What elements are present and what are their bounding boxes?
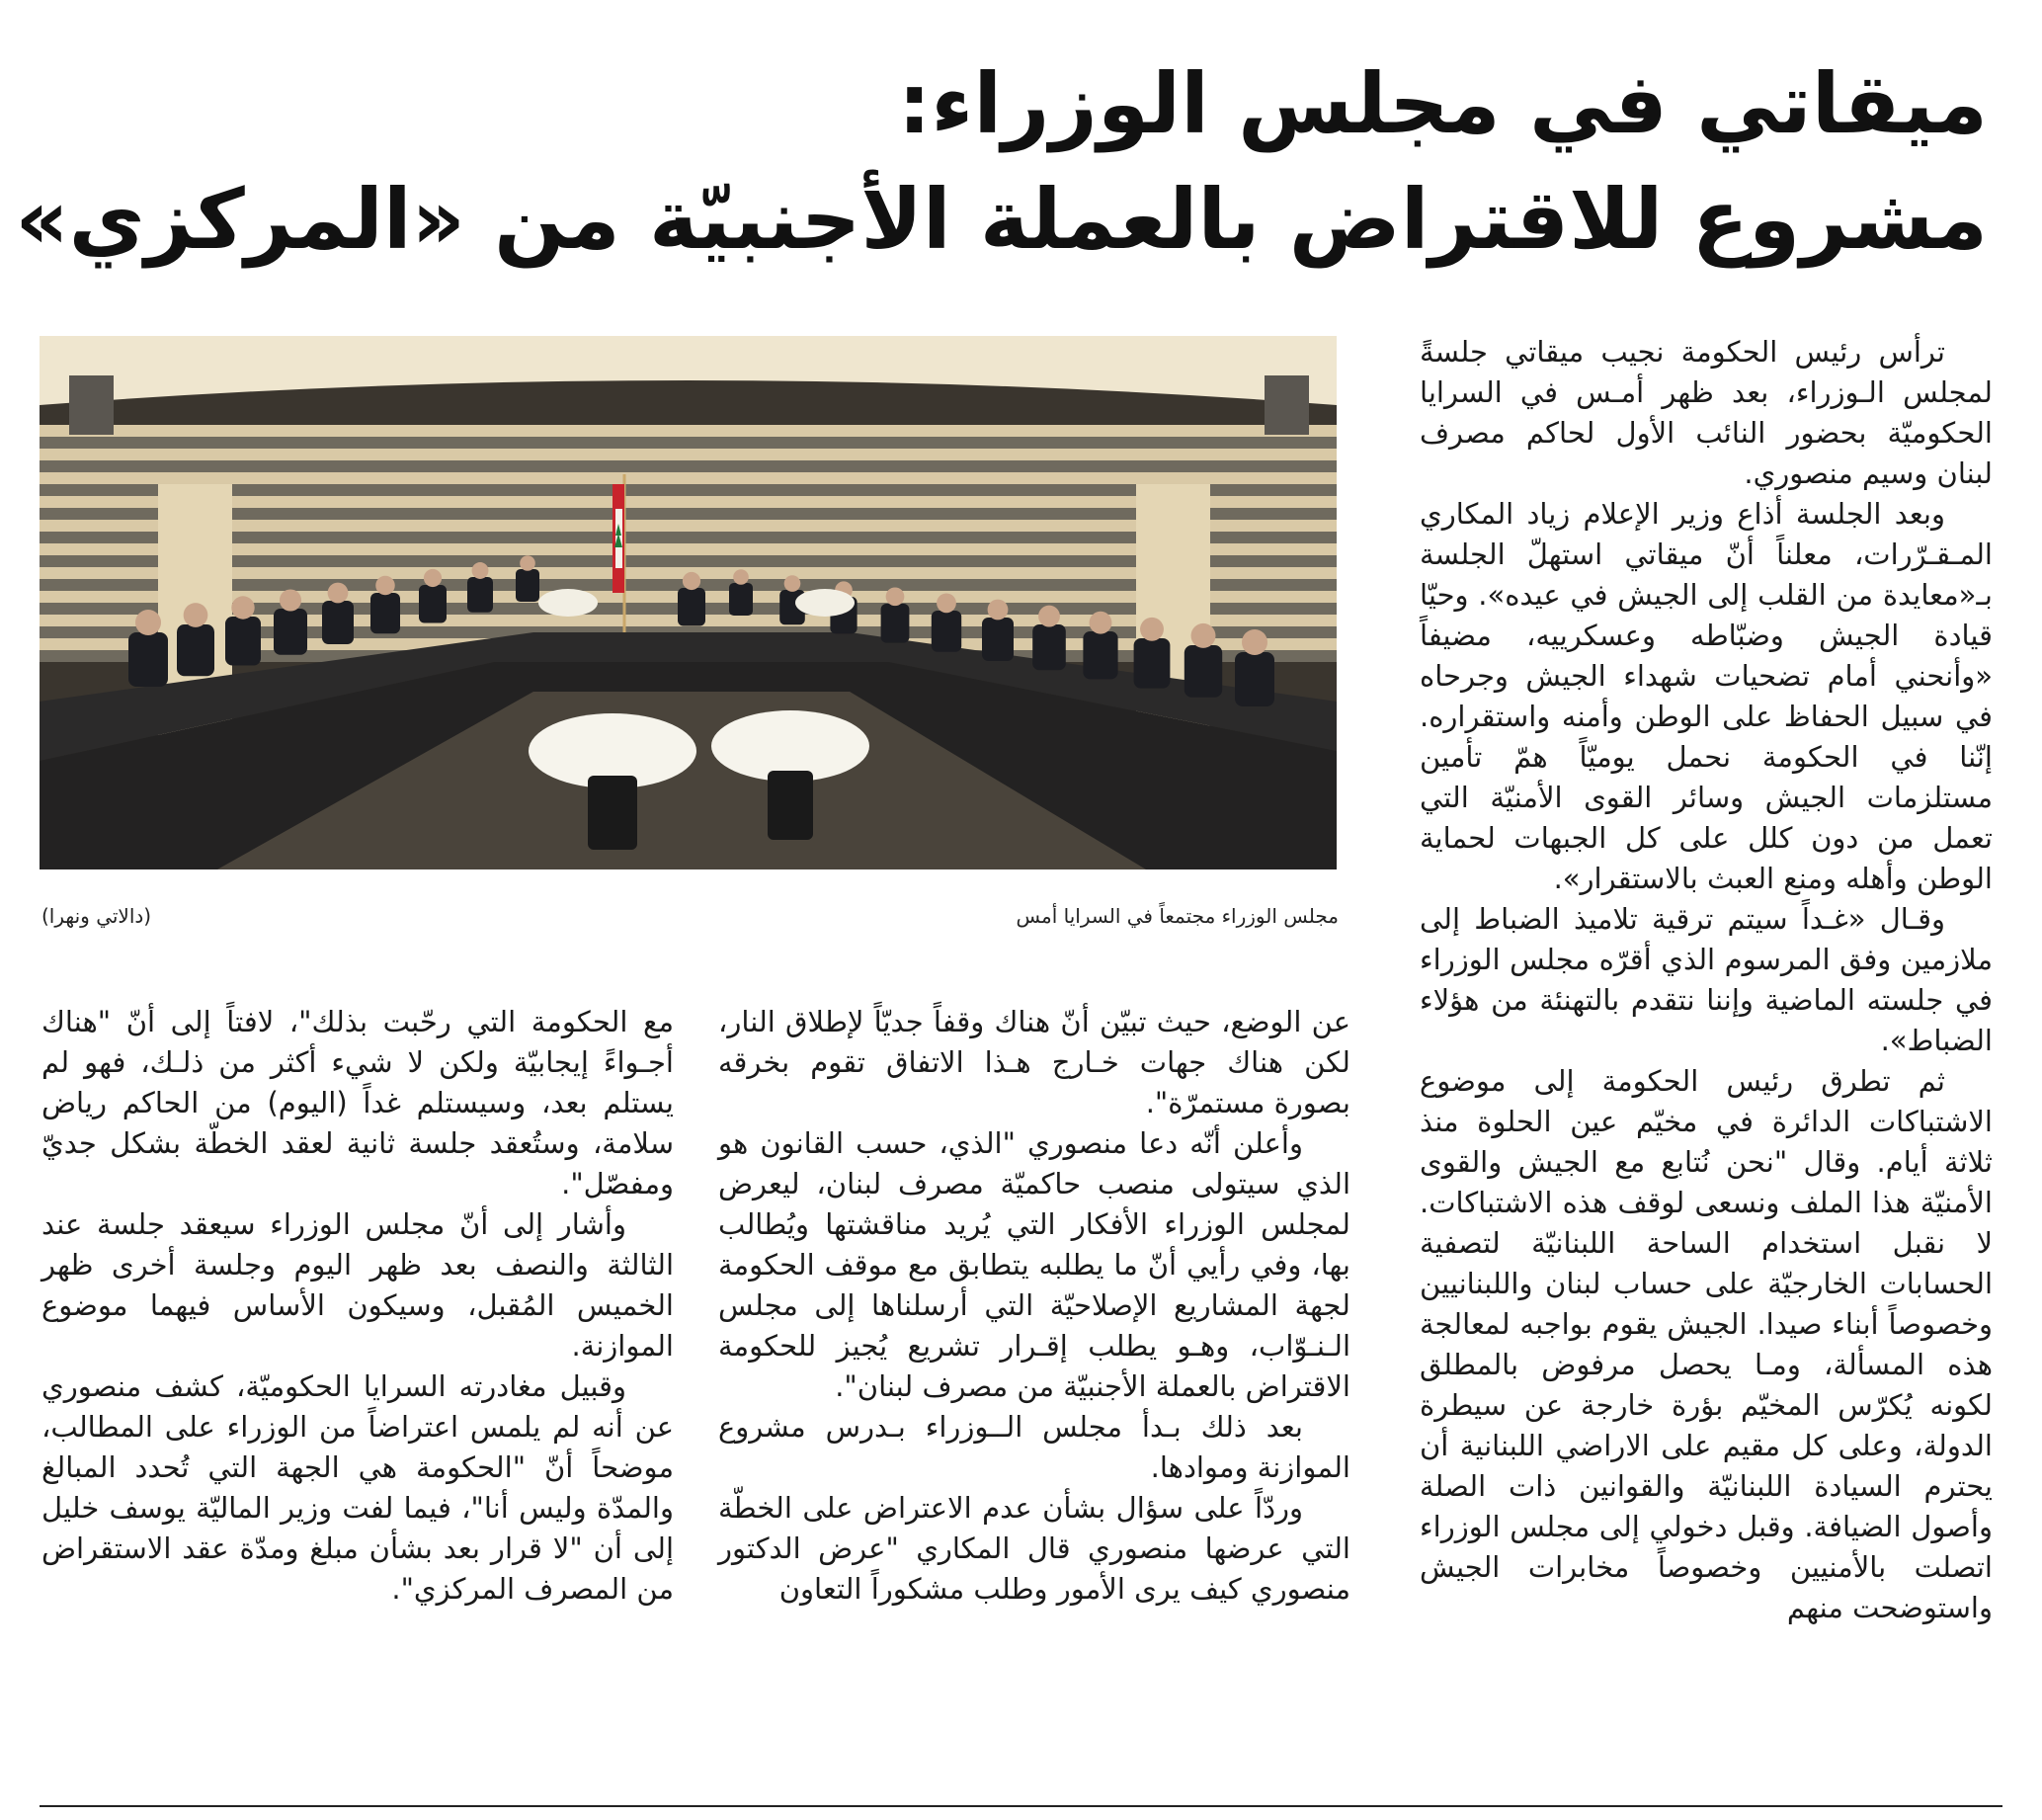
article-column-2 [718,1002,1350,1610]
paragraph: بعد ذلك بـدأ مجلس الــوزراء بـدرس مشروع الموازنة وموادها. [718,1410,1350,1484]
speaker-left [69,375,114,435]
paragraph: عن الوضع، حيث تبيّن أنّ هناك وقفاً جديّاً لإطلاق النار، لكن هناك جهات خـارج هـذا الاتفاق تقوم بخرقه بصورة مستمرّة". [718,1005,1350,1119]
paragraph: وأشار إلى أنّ مجلس الوزراء سيعقد جلسة عند الثالثة والنصف بعد ظهر اليوم وجلسة أخرى ظهر الخميس المُقبل، وسيكون الأساس فيهما موضوع الموازنة. [41,1207,674,1363]
photo-caption: مجلس الوزراء مجتمعاً في السرايا أمس [1016,904,1339,928]
cabinet-meeting-illustration [40,336,1337,869]
headline-line-2: مشروع للاقتراض بالعملة الأجنبيّة من «المركزي» [15,171,1988,268]
article-column-3 [41,1002,674,1610]
cabinet-meeting-photo [40,336,1337,869]
paragraph: وقـال «غـداً سيتم ترقية تلاميذ الضباط إلى ملازمين وفق المرسوم الذي أقرّه مجلس الوزراء في جلسته الماضية وإننا نتقدم بالتهنئة من هؤلاء الضباط». [1420,902,1993,1057]
wall-stripe [40,437,1337,449]
wall-stripe [40,425,1337,437]
bottom-divider [40,1805,2002,1807]
paragraph: وقبيل مغادرته السرايا الحكوميّة، كشف منصوري عن أنه لم يلمس اعتراضاً من الوزراء على المطالب، موضحاً أنّ "الحكومة هي الجهة التي تُحدد المبالغ والمدّة وليس أنا"، فيما لفت وزير الماليّة يوسف خليل إلى أن "لا قرار بعد بشأن مبلغ ومدّة عقد الاستقراض من المصرف المركزي". [41,1369,674,1606]
paragraph: ثم تطرق رئيس الحكومة إلى موضوع الاشتباكات الدائرة في مخيّم عين الحلوة منذ ثلاثة أيام. وقال "نحن نُتابع مع الجيش والقوى الأمنيّة هذا الملف ونسعى لوقف هذه الاشتباكات. لا نقبل استخدام الساحة اللبنانيّة لتصفية الحسابات الخارجيّة على حساب لبنان واللبنانيين وخصوصاً أبناء صيدا. الجيش يقوم بواجبه لمعالجة هذه المسألة، ومـا يحصل مرفوض بالمطلق لكونه يُكرّس المخيّم بؤرة خارجة عن سيطرة الدولة، وعلى كل مقيم على الاراضي اللبنانية أن يحترم السيادة اللبنانيّة والقوانين ذات الصلة وأصول الضيافة. وقبل دخولي إلى مجلس الوزراء اتصلت بالأمنيين وخصوصاً مخابرات الجيش واستوضحت منهم [1420,1064,1993,1624]
paragraph: مع الحكومة التي رحّبت بذلك"، لافتاً إلى أنّ "هناك أجـواءً إيجابيّة ولكن لا شيء أكثر من ذلـك، فهو لم يستلم بعد، وسيستلم غداً (اليوم) من الحاكم رياض سلامة، وستُعقد جلسة ثانية لعقد الخطّة بشكل جديّ ومفصّل". [41,1005,674,1200]
paragraph: وبعد الجلسة أذاع وزير الإعلام زياد المكاري المـقـرّرات، معلناً أنّ ميقاتي استهلّ الجلسة بـ«معايدة من القلب إلى الجيش في عيده». وحيّا قيادة الجيش وضبّاطه وعسكرييه، مضيفاً «وأنحني أمام تضحيات شهداء الجيش وجرحاه في سبيل الحفاظ على الوطن وأمنه واستقراره. إنّنا في الحكومة نحمل يوميّاً همّ تأمين مستلزمات الجيش وسائر القوى الأمنيّة التي تعمل من دون كلل على كل الجبهات لحماية الوطن وأهله ومنع العبث بالاستقرار». [1420,497,1993,895]
photo-credit: (دالاتي ونهرا) [41,904,152,928]
wall-stripe [40,449,1337,460]
wall-stripe [40,472,1337,484]
speaker-right [1265,375,1309,435]
paragraph: وأعلن أنّه دعا منصوري "الذي، حسب القانون هو الذي سيتولى منصب حاكميّة مصرف لبنان، ليعرض لمجلس الوزراء الأفكار التي يُريد مناقشتها ويُطالب بها، وفي رأيي أنّ ما يطلبه يتطابق مع موقف الحكومة لجهة المشاريع الإصلاحيّة التي أرسلناها إلى مجلس الـنـوّاب، وهـو يطلب إقـرار تشريع يُجيز للحكومة الاقتراض بالعملة الأجنبيّة من مصرف لبنان". [718,1126,1350,1403]
headline-line-1: ميقاتي في مجلس الوزراء: [897,55,1988,152]
paragraph: ترأس رئيس الحكومة نجيب ميقاتي جلسةً لمجلس الـوزراء، بعد ظهر أمـس في السرايا الحكوميّة بحضور النائب الأول لحاكم مصرف لبنان وسيم منصوري. [1420,335,1993,490]
wall-stripe [40,460,1337,472]
article-column-1 [1420,332,1993,1628]
paragraph: وردّاً على سؤال بشأن عدم الاعتراض على الخطّة التي عرضها منصوري قال المكاري "عرض الدكتور منصوري كيف يرى الأمور وطلب مشكوراً التعاون [718,1491,1350,1606]
